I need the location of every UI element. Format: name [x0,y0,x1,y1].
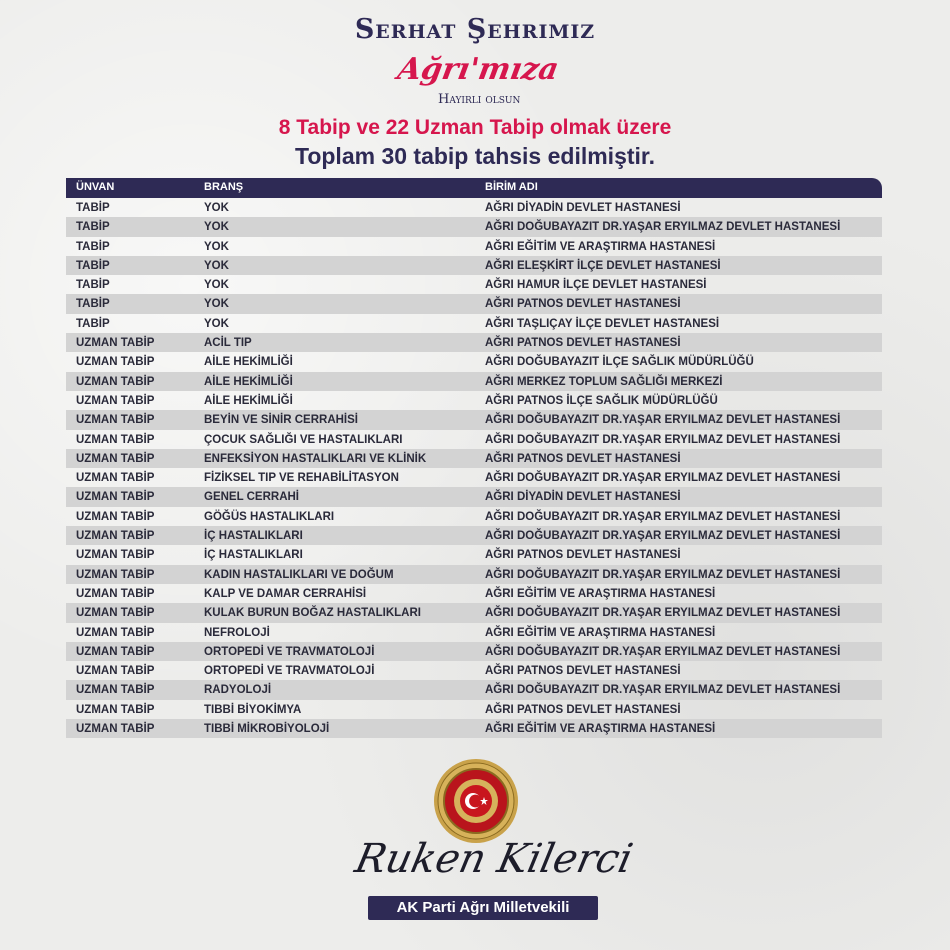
cell-unvan: UZMAN TABİP [76,626,155,639]
cell-unvan: UZMAN TABİP [76,491,155,504]
table-row [66,719,882,738]
cell-unvan: UZMAN TABİP [76,356,155,369]
cell-unvan: TABİP [76,298,110,311]
cell-birim: AĞRI PATNOS DEVLET HASTANESİ [485,665,681,678]
cell-unvan: UZMAN TABİP [76,452,155,465]
cell-brans: GENEL CERRAHİ [204,491,299,504]
cell-unvan: TABİP [76,279,110,292]
cell-brans: RADYOLOJİ [204,684,272,697]
cell-brans: GÖĞÜS HASTALIKLARI [204,510,335,523]
cell-birim: AĞRI DOĞUBAYAZIT DR.YAŞAR ERYILMAZ DEVLET HASTANESİ [485,433,841,446]
cell-unvan: UZMAN TABİP [76,337,155,350]
page-title: Serhat Şehrimiz [354,14,596,45]
cell-unvan: TABİP [76,317,110,330]
cell-unvan: UZMAN TABİP [76,530,155,543]
column-header-brans: BRANŞ [204,181,244,193]
table-row [66,237,882,256]
table-row [66,333,882,352]
cell-birim: AĞRI DOĞUBAYAZIT DR.YAŞAR ERYILMAZ DEVLET HASTANESİ [485,684,841,697]
cell-brans: BEYİN VE SİNİR CERRAHİSİ [204,414,358,427]
cell-brans: KADIN HASTALIKLARI VE DOĞUM [204,568,394,581]
table-row [66,526,882,545]
cell-birim: AĞRI PATNOS DEVLET HASTANESİ [485,298,681,311]
cell-brans: İÇ HASTALIKLARI [204,549,303,562]
table-row [66,256,882,275]
table-row [66,661,882,680]
cell-brans: YOK [204,202,229,214]
cell-birim: AĞRI PATNOS DEVLET HASTANESİ [485,337,681,350]
cell-unvan: TABİP [76,240,110,253]
cell-unvan: UZMAN TABİP [76,665,155,678]
cell-unvan: UZMAN TABİP [76,607,155,620]
cell-birim: AĞRI HAMUR İLÇE DEVLET HASTANESİ [485,279,707,292]
table-header [66,178,882,198]
table-row [66,700,882,719]
cell-brans: ACİL TIP [204,337,252,350]
cell-unvan: TABİP [76,259,110,272]
table-row [66,507,882,526]
cell-unvan: UZMAN TABİP [76,414,155,427]
footer-title-badge: AK Parti Ağrı Milletvekili [368,896,598,920]
cell-brans: AİLE HEKİMLİĞİ [204,375,293,388]
cell-birim: AĞRI DOĞUBAYAZIT İLÇE SAĞLIK MÜDÜRLÜĞÜ [485,356,754,369]
cell-birim: AĞRI EĞİTİM VE ARAŞTIRMA HASTANESİ [485,723,716,736]
table-row [66,545,882,564]
cell-birim: AĞRI MERKEZ TOPLUM SAĞLIĞI MERKEZİ [485,375,723,388]
cell-unvan: TABİP [76,221,110,234]
cell-birim: AĞRI ELEŞKİRT İLÇE DEVLET HASTANESİ [485,259,721,272]
table-row [66,623,882,642]
cell-brans: AİLE HEKİMLİĞİ [204,356,293,369]
cell-birim: AĞRI DOĞUBAYAZIT DR.YAŞAR ERYILMAZ DEVLET HASTANESİ [485,414,841,427]
table-row [66,294,882,313]
table-row [66,487,882,506]
cell-brans: İÇ HASTALIKLARI [204,530,303,543]
cell-brans: YOK [204,279,229,292]
cell-unvan: UZMAN TABİP [76,723,155,736]
cell-brans: KALP VE DAMAR CERRAHİSİ [204,587,367,600]
cell-unvan: UZMAN TABİP [76,472,155,485]
cell-birim: AĞRI EĞİTİM VE ARAŞTIRMA HASTANESİ [485,587,716,600]
cell-birim: AĞRI EĞİTİM VE ARAŞTIRMA HASTANESİ [485,626,716,639]
cell-birim: AĞRI DİYADİN DEVLET HASTANESİ [485,491,681,504]
table-row [66,468,882,487]
table-row [66,603,882,622]
signature: Ruken Kilerci [351,836,637,882]
cell-unvan: UZMAN TABİP [76,433,155,446]
cell-birim: AĞRI EĞİTİM VE ARAŞTIRMA HASTANESİ [485,240,716,253]
table-row [66,217,882,236]
cell-birim: AĞRI TAŞLIÇAY İLÇE DEVLET HASTANESİ [485,317,720,330]
cell-brans: YOK [204,298,229,311]
cell-birim: AĞRI PATNOS DEVLET HASTANESİ [485,452,681,465]
cell-unvan: UZMAN TABİP [76,510,155,523]
cell-birim: AĞRI DOĞUBAYAZIT DR.YAŞAR ERYILMAZ DEVLET HASTANESİ [485,510,841,523]
cell-brans: ORTOPEDİ VE TRAVMATOLOJİ [204,665,375,678]
table-row [66,449,882,468]
cell-birim: AĞRI PATNOS DEVLET HASTANESİ [485,549,681,562]
cell-brans: NEFROLOJİ [204,626,270,639]
table-row [66,584,882,603]
cell-brans: AİLE HEKİMLİĞİ [204,394,293,407]
cell-unvan: UZMAN TABİP [76,587,155,600]
script-title: Ağrı'mıza [394,52,562,87]
tbmm-emblem-icon [433,758,519,844]
table-row [66,391,882,410]
table-row [66,372,882,391]
table-body [66,198,882,738]
cell-brans: YOK [204,317,229,330]
header [0,14,950,45]
column-header-unvan: ÜNVAN [76,181,115,193]
assignment-table [66,178,882,738]
cell-brans: ORTOPEDİ VE TRAVMATOLOJİ [204,645,375,658]
subtitle: Hayırlı olsun [438,92,521,107]
cell-unvan: TABİP [76,202,110,214]
cell-unvan: UZMAN TABİP [76,394,155,407]
cell-birim: AĞRI DOĞUBAYAZIT DR.YAŞAR ERYILMAZ DEVLET HASTANESİ [485,472,841,485]
cell-brans: YOK [204,240,229,253]
table-row [66,680,882,699]
cell-birim: AĞRI PATNOS DEVLET HASTANESİ [485,703,681,716]
cell-brans: FİZİKSEL TIP VE REHABİLİTASYON [204,472,399,485]
cell-brans: TIBBİ MİKROBİYOLOJİ [204,723,330,736]
column-header-birim: BİRİM ADI [485,181,538,193]
headline-total: Toplam 30 tabip tahsis edilmiştir. [294,143,655,169]
cell-unvan: UZMAN TABİP [76,549,155,562]
cell-birim: AĞRI DOĞUBAYAZIT DR.YAŞAR ERYILMAZ DEVLET HASTANESİ [485,607,841,620]
table-row [66,642,882,661]
table-row [66,314,882,333]
cell-birim: AĞRI PATNOS İLÇE SAĞLIK MÜDÜRLÜĞÜ [485,394,718,407]
cell-birim: AĞRI DİYADİN DEVLET HASTANESİ [485,202,681,214]
cell-birim: AĞRI DOĞUBAYAZIT DR.YAŞAR ERYILMAZ DEVLET HASTANESİ [485,221,841,234]
cell-brans: TIBBİ BİYOKİMYA [204,703,302,716]
cell-birim: AĞRI DOĞUBAYAZIT DR.YAŞAR ERYILMAZ DEVLET HASTANESİ [485,645,841,658]
table-row [66,198,882,217]
cell-brans: YOK [204,259,229,272]
table-row [66,430,882,449]
table-row [66,565,882,584]
table-row [66,352,882,371]
cell-unvan: UZMAN TABİP [76,684,155,697]
table-row [66,410,882,429]
cell-unvan: UZMAN TABİP [76,645,155,658]
cell-unvan: UZMAN TABİP [76,703,155,716]
cell-brans: KULAK BURUN BOĞAZ HASTALIKLARI [204,607,421,620]
cell-brans: ENFEKSİYON HASTALIKLARI VE KLİNİK [204,452,427,465]
cell-unvan: UZMAN TABİP [76,568,155,581]
cell-brans: YOK [204,221,229,234]
cell-birim: AĞRI DOĞUBAYAZIT DR.YAŞAR ERYILMAZ DEVLET HASTANESİ [485,568,841,581]
cell-birim: AĞRI DOĞUBAYAZIT DR.YAŞAR ERYILMAZ DEVLET HASTANESİ [485,530,841,543]
headline-counts: 8 Tabip ve 22 Uzman Tabip olmak üzere [278,116,672,139]
cell-unvan: UZMAN TABİP [76,375,155,388]
table-row [66,275,882,294]
cell-brans: ÇOCUK SAĞLIĞI VE HASTALIKLARI [204,433,403,446]
